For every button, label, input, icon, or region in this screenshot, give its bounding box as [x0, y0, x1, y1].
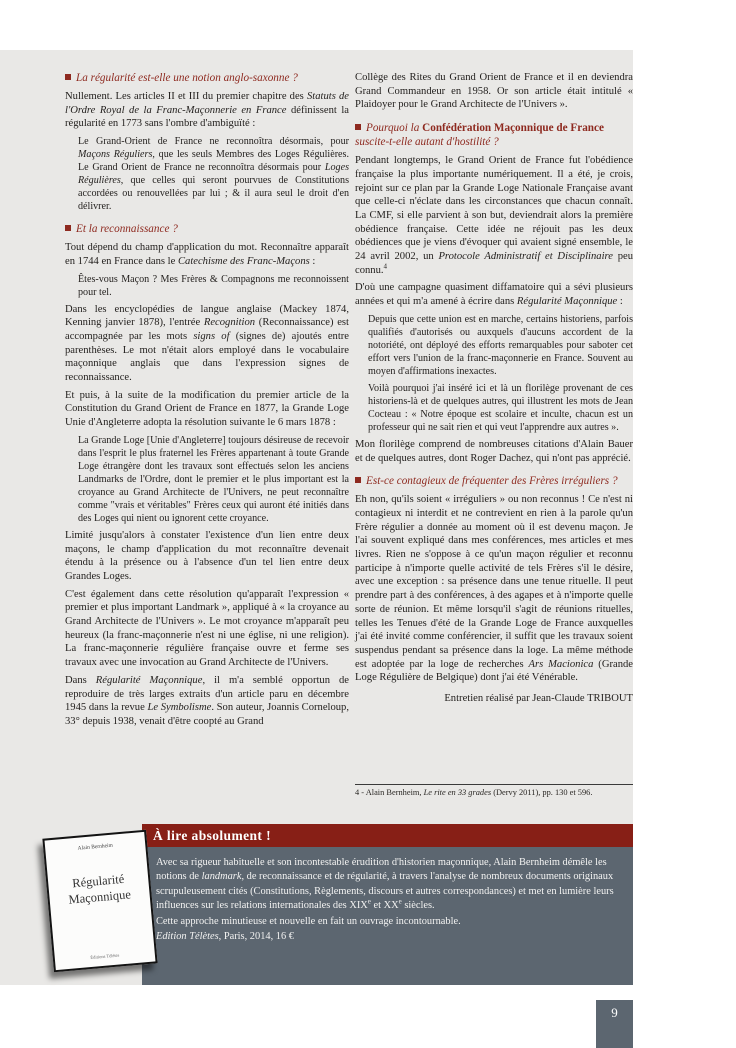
body-paragraph: Eh non, qu'ils soient « irréguliers » ou non reconnus ! Ce n'est ni contagieux ni interdit et ne contrevient en rien à la parole qu'un Frère régulier a donnée au moment où il est devenu maçon. Je l'ai souvent expliqué dans mes conférences, mes articles et mes livres. Rien ne s'oppose à ce qu'un maçon régulier et reconnu participe à n'importe quelle activité de tels Frères s'il le désire, avec une exception : sa présence dans une tenue rituelle. Il peut prendre part à des conférences, à des agapes et à n'importe quelle sorte de réunion. Et même lorsqu'il s'agit de réunions rituelles, telles les Tenues d'été de la Grande Loge de France auxquelles j'ai été invité comme conférencier, il suffit que les travaux soient suspendus pendant sa présence dans la loge. La même méthode est adoptée par la loge de recherches Ars Macionica (Grande Loge Régulière de Belgique) dont j'ai été Vénérable.: [355, 494, 633, 684]
block-quote: Depuis que cette union est en marche, certains historiens, parfois qualifiés d'autorisés ou auxquels d'aucuns accordent de la notoriété, ont déployé des efforts remarquables pour saboter cet effort vers l'union de la franc-maçonnerie en France. Souvent au moyen d'affirmations inexactes.: [368, 313, 633, 377]
body-paragraph: Dans les encyclopédies de langue anglaise (Mackey 1874, Kenning janvier 1878), l'entrée Recognition (Reconnaissance) est accompagnée par les mots signs of (signes de) ajoutés entre parenthèses. Le mot n'était alors employé dans le vocabulaire maçonnique anglais que dans l'expression signes de reconnaissance.: [65, 303, 350, 384]
book-title: Régularité Maçonnique: [67, 871, 132, 907]
body-paragraph: Collège des Rites du Grand Orient de France et il en deviendra Grand Commandeur en 1958. Or son article était intitulé « Plaidoyer pour le Grand Architecte de l'Univers ».: [355, 72, 633, 111]
body-paragraph: Et puis, à la suite de la modification du premier article de la Constitution du Grand Orient de France en 1877, la Grande Loge Unie d'Angleterre adopta la résolution suivante le 6 mars 1878 :: [65, 389, 349, 429]
article-column-left: [65, 71, 349, 733]
footnote: 4 - Alain Bernheim, Le rite en 33 grades (Dervy 2011), pp. 130 et 596.: [355, 784, 633, 798]
body-paragraph: Nullement. Les articles II et III du premier chapitre des Statuts de l'Ordre Royal de la Franc-Maçonnerie en France définissent la régularité en 1773 sans l'ombre d'ambiguïté :: [65, 91, 349, 130]
square-bullet-icon: [65, 74, 71, 80]
book-imprint: Éditions Télètes: [90, 952, 120, 961]
promo-banner-body: [142, 847, 633, 985]
promo-paragraph: Avec sa rigueur habituelle et son incontestable érudition d'historien maçonnique, Alain Bernheim démêle les notions de landmark, de reconnaissance et de régularité, à travers l'analyse de nombreux documents originaux scrupuleusement cités (Constitutions, Règlements, discours et autres correspondances) et met en lumière leurs influences sur les relations internationales des XIXe et XXe siècles.: [156, 857, 614, 912]
square-bullet-icon: [355, 124, 361, 130]
magazine-page: [0, 50, 633, 985]
body-paragraph: C'est également dans cette résolution qu'apparaît l'expression « premier et plus important Landmark », appliqué à « la croyance au Grand Architecte de l'Univers ». Le mot croyance m'apparaît peu heureux (la franc-maçonnerie n'est ni une église, ni une religion). La franc-maçonnerie régulière française ouvre et ferme ses travaux avec une invocation au Grand Architecte de l'Univers.: [65, 588, 349, 669]
body-paragraph: Mon florilège comprend de nombreuses citations d'Alain Bauer et de quelques autres, dont Roger Dachez, qui n'ont pas apprécié.: [355, 438, 633, 464]
book-author: Alain Bernheim: [77, 842, 114, 852]
promo-paragraph: Cette approche minutieuse et nouvelle en fait un ouvrage incontournable.: [156, 915, 461, 927]
section-heading: Et la reconnaissance ?: [65, 222, 349, 236]
block-quote: Voilà pourquoi j'ai inséré ici et là un florilège provenant de ces historiens-là et de quelques autres, qui illustrent les mots de Jean Cocteau : « Notre époque est scolaire et inculte, chacun est un professeur qui ne sait rien et qui veut l'apprendre aux autres ».: [368, 382, 633, 433]
square-bullet-icon: [355, 477, 361, 483]
promo-edition: Edition Télètes, Paris, 2014, 16 €: [156, 931, 294, 943]
section-heading: Est-ce contagieux de fréquenter des Frères irréguliers ?: [355, 474, 633, 488]
interview-credit: Entretien réalisé par Jean-Claude TRIBOUT: [444, 693, 633, 705]
section-heading: Pourquoi la Confédération Maçonnique de France suscite-t-elle autant d'hostilité ?: [355, 122, 604, 149]
block-quote: Le Grand-Orient de France ne reconnoîtra désormais, pour Maçons Réguliers, que les seuls Membres des Loges Régulières. Le Grand Orient de France ne reconnoîtra désormais pour Loges Régulières, que celles qui seront pourvues de Constitutions accordées ou renouvellées par lui ; & il aura seul le droit d'en délivrer.: [78, 136, 349, 213]
block-quote: La Grande Loge [Unie d'Angleterre] toujours désireuse de recevoir dans l'esprit le plus fraternel les Frères appartenant à toute Grande Loge étrangère dont les travaux sont effectués selon les anciens Landmarks de l'Ordre, dont le premier et le plus important est la croyance au Grand Architecte de l'Univers, ne peut reconnaître comme "vrais et véritables" Frères ceux qui auront été initiés dans des Loges qui nient ou ignorent cette croyance.: [78, 434, 349, 524]
book-cover: [42, 830, 157, 973]
body-paragraph: Limité jusqu'alors à constater l'existence d'un lien entre deux maçons, le champ d'application du mot reconnaître devenait étendu à la présence ou à l'absence d'un tel lien entre deux Grandes Loges.: [65, 529, 349, 582]
body-paragraph: Tout dépend du champ d'application du mot. Reconnaître apparaît en 1744 en France dans le Catechisme des Franc-Maçons :: [65, 242, 349, 267]
body-paragraph: Dans Régularité Maçonnique, il m'a semblé opportun de reproduire de très larges extraits d'un article paru en décembre 1945 dans la revue Le Symbolisme. Son auteur, Joannis Corneloup, 33° depuis 1938, venait d'être coopté au Grand: [65, 674, 350, 727]
body-paragraph: D'où une campagne quasiment diffamatoire qui a sévi plusieurs années et qui m'a amené à écrire dans Régularité Maçonnique :: [355, 282, 633, 308]
block-quote: Êtes-vous Maçon ? Mes Frères & Compagnons me reconnoissent pour tel.: [78, 273, 349, 298]
promo-banner-title: À lire absolument !: [142, 824, 633, 847]
article-column-right: [355, 71, 633, 706]
section-heading: La régularité est-elle une notion anglo-saxonne ?: [65, 71, 349, 85]
page-number: 9: [596, 1000, 633, 1048]
body-paragraph: Pendant longtemps, le Grand Orient de France fut l'obédience française la plus importante numériquement. Il a été, je crois, rejoint sur ce plan par la Grande Loge Nationale Française avant que celle-ci n'éclate dans les circonstances que chacun connaît. La CMF, si elle parvient à son but, deviendrait alors la première obédience française. Cette idée ne réjouit pas les deux obédiences que je viens d'évoquer qui avaient signé ensemble, le 24 avril 2002, un Protocole Administratif et Disciplinaire peu connu.$^4$: [355, 155, 633, 276]
square-bullet-icon: [65, 225, 71, 231]
